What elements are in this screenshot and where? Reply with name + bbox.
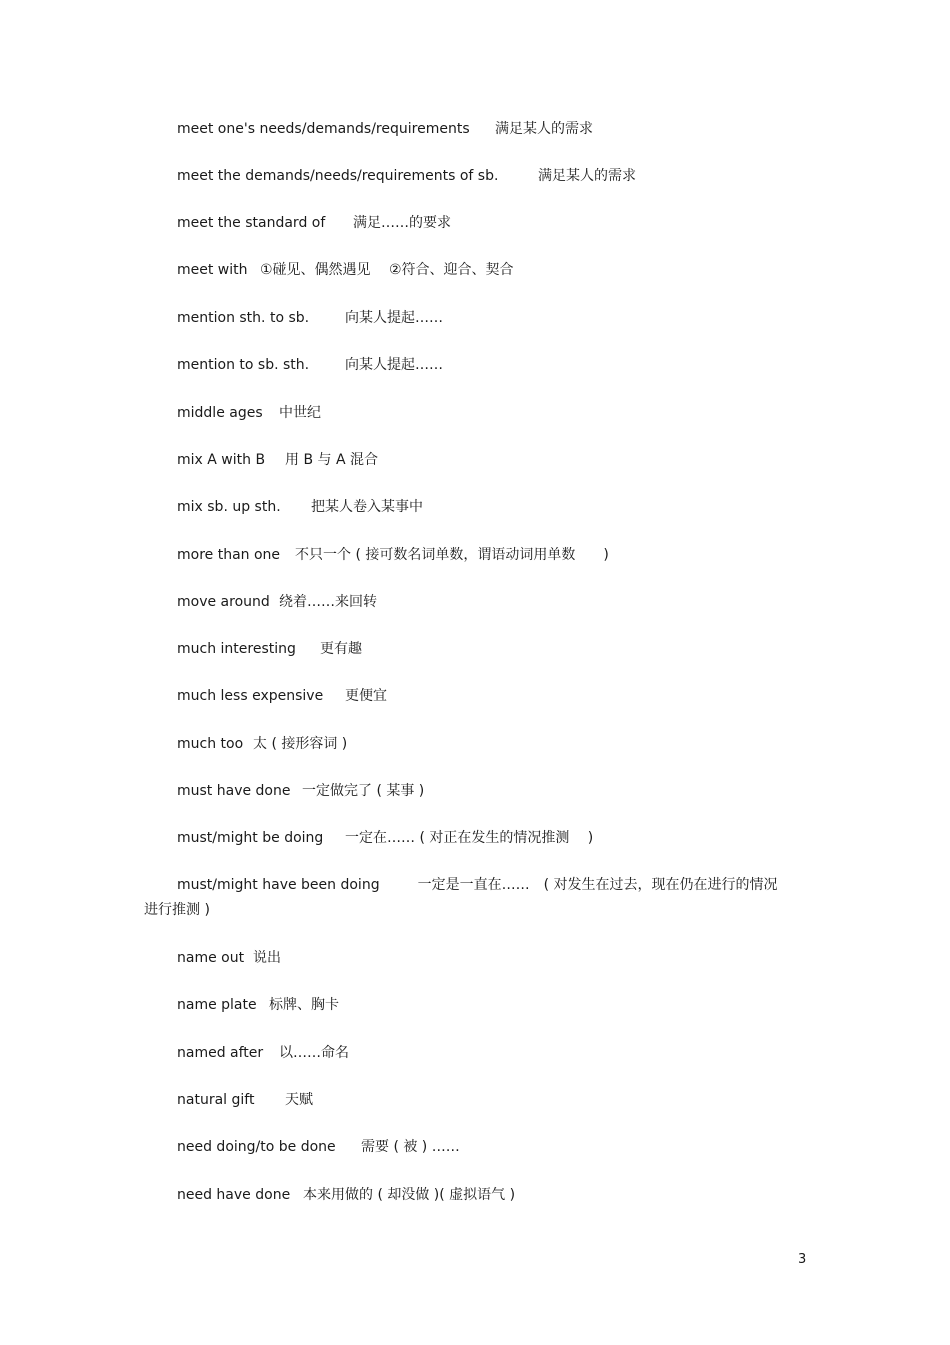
- phrase-en: must/might have been doing: [177, 877, 380, 893]
- list-item: [177, 166, 797, 186]
- list-item: [177, 995, 797, 1015]
- list-item: [177, 260, 797, 280]
- list-item: [177, 119, 797, 139]
- phrase-zh: 向某人提起……: [345, 310, 443, 326]
- phrase-en: need doing/to be done: [177, 1139, 336, 1155]
- phrase-zh: 太 ( 接形容词 ): [253, 736, 348, 752]
- list-item: [177, 639, 797, 659]
- phrase-zh: 一定做完了 ( 某事 ): [302, 783, 425, 799]
- phrase-en: mix A with B: [177, 452, 266, 468]
- list-item: [177, 497, 797, 517]
- phrase-en: middle ages: [177, 405, 263, 421]
- phrase-zh: 一定是一直在…… ( 对发生在过去，现在仍在进行的情况进行推测 ): [144, 877, 778, 918]
- phrase-en: much less expensive: [177, 688, 324, 704]
- phrase-zh: ①碰见、偶然遇见 ②符合、迎合、契合: [260, 262, 514, 278]
- phrase-zh: 满足……的要求: [353, 215, 451, 231]
- list-item: [177, 545, 797, 565]
- phrase-zh: 说出: [253, 950, 281, 966]
- phrase-zh: 标牌、胸卡: [269, 997, 339, 1013]
- phrase-en: meet one's needs/demands/requirements: [177, 121, 470, 137]
- list-item: [177, 686, 797, 706]
- phrase-en: need have done: [177, 1187, 291, 1203]
- phrase-en: move around: [177, 594, 270, 610]
- phrase-en: must/might be doing: [177, 830, 324, 846]
- phrase-zh: 用 B 与 A 混合: [285, 452, 378, 468]
- list-item: [177, 450, 797, 470]
- phrase-zh: 一定在…… ( 对正在发生的情况推测 ): [345, 830, 594, 846]
- phrase-zh: 向某人提起……: [345, 357, 443, 373]
- phrase-zh: 把某人卷入某事中: [311, 499, 423, 515]
- phrase-en: much too: [177, 736, 244, 752]
- phrase-en: named after: [177, 1045, 264, 1061]
- phrase-en: mix sb. up sth.: [177, 499, 281, 515]
- phrase-zh: 以……命名: [279, 1045, 349, 1061]
- list-item: [177, 213, 797, 233]
- list-item: [177, 828, 797, 848]
- phrase-zh: 本来用做的 ( 却没做 )( 虚拟语气 ): [303, 1187, 516, 1203]
- phrase-zh: 不只一个 ( 接可数名词单数，谓语动词用单数 ): [295, 547, 609, 563]
- phrase-zh: 需要 ( 被 ) ……: [361, 1139, 460, 1155]
- list-item: [177, 592, 797, 612]
- phrase-en: must have done: [177, 783, 291, 799]
- phrase-en: natural gift: [177, 1092, 255, 1108]
- list-item: [177, 948, 797, 968]
- phrase-en: name out: [177, 950, 245, 966]
- phrase-zh: 天赋: [285, 1092, 313, 1108]
- list-item: [177, 734, 797, 754]
- phrase-zh: 中世纪: [279, 405, 321, 421]
- list-item: [177, 781, 797, 801]
- phrase-zh: 更有趣: [320, 641, 362, 657]
- phrase-en: name plate: [177, 997, 257, 1013]
- phrase-en: much interesting: [177, 641, 296, 657]
- list-item: [177, 308, 797, 328]
- phrase-en: mention sth. to sb.: [177, 310, 310, 326]
- list-item: [177, 355, 797, 375]
- list-item: [177, 1137, 797, 1157]
- phrase-zh: 更便宜: [345, 688, 387, 704]
- list-item: [177, 1185, 797, 1205]
- list-item: [144, 873, 789, 923]
- phrase-zh: 满足某人的需求: [538, 168, 636, 184]
- list-item: [177, 403, 797, 423]
- phrase-en: mention to sb. sth.: [177, 357, 310, 373]
- phrase-en: meet the demands/needs/requirements of sb.: [177, 168, 499, 184]
- phrase-en: more than one: [177, 547, 281, 563]
- phrase-en: meet with: [177, 262, 248, 278]
- list-item: [177, 1043, 797, 1063]
- phrase-zh: 绕着……来回转: [279, 594, 377, 610]
- phrase-zh: 满足某人的需求: [495, 121, 593, 137]
- phrase-en: meet the standard of: [177, 215, 326, 231]
- list-item: [177, 1090, 797, 1110]
- page-number: 3: [798, 1252, 807, 1267]
